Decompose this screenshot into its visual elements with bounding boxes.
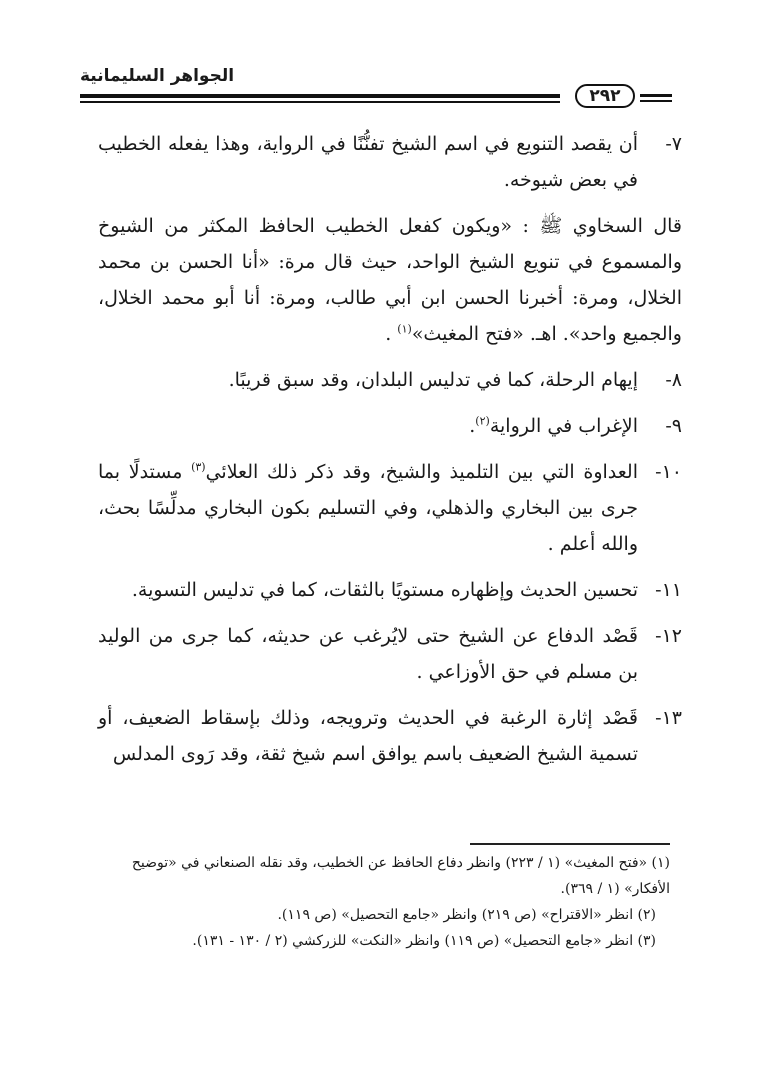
item-number: ١٣-: [655, 707, 682, 729]
footnote-ref-2[interactable]: (٢): [475, 414, 490, 428]
quote-end: .: [385, 323, 398, 345]
footnote-ref-1[interactable]: (١): [397, 322, 412, 336]
list-item-12: [98, 618, 682, 690]
item-number: ٩-: [665, 415, 682, 437]
list-item-9: [98, 408, 682, 444]
page-number: ٢٩٢: [575, 84, 635, 108]
list-item-8: [98, 362, 682, 398]
item-text: أن يقصد التنويع في اسم الشيخ تفنُّنًا في الرواية، وهذا يفعله الخطيب في بعض شيوخه.: [98, 133, 638, 191]
item-text-wrap: [98, 454, 638, 562]
header-rule-right-thick: [640, 94, 672, 97]
item-text: إيهام الرحلة، كما في تدليس البلدان، وقد سبق قريبًا.: [228, 369, 638, 391]
list-item-10: [98, 454, 682, 562]
header-rule-thin: [80, 101, 560, 103]
main-text: [98, 126, 682, 782]
item-number: ١٢-: [655, 625, 682, 647]
running-header-title: الجواهر السليمانية: [80, 66, 235, 86]
sakhawi-quote: [98, 208, 682, 352]
item-number: ١١-: [655, 579, 682, 601]
header-rule-right-thin: [640, 100, 672, 102]
item-text: قَصْد الدفاع عن الشيخ حتى لايُرغب عن حديثه، كما جرى من الوليد بن مسلم في حق الأوزاعي .: [98, 625, 638, 683]
footnote-3: (٣) انظر «جامع التحصيل» (ص ١١٩) وانظر «النكت» للزركشي (٢ / ١٣٠ - ١٣١).: [192, 933, 656, 949]
footnote-1: (١) «فتح المغيث» (١ / ٢٢٣) وانظر دفاع الحافظ عن الخطيب، وقد نقله الصنعاني في «توضيح الأفكار» (١ / ٣٦٩).: [131, 855, 670, 897]
footnote-2: (٢) انظر «الاقتراح» (ص ٢١٩) وانظر «جامع التحصيل» (ص ١١٩).: [277, 907, 656, 923]
quote-text: قال السخاوي ﷺ : «ويكون كفعل الخطيب الحافظ المكثر من الشيوخ والمسموع في تنويع الشيخ الواحد، حيث قال مرة: «أنا الحسن بن محمد الخلال، ومرة: أخبرنا الحسن ابن أبي طالب، ومرة: أنا أبو محمد الخلال، والجميع واحد». اهـ. «فتح المغيث»: [98, 215, 682, 345]
item-text-wrap: [98, 408, 638, 444]
item-number: ٨-: [665, 369, 682, 391]
item-text: العداوة التي بين التلميذ والشيخ، وقد ذكر ذلك العلائي: [205, 461, 638, 483]
header-rule-thick: [80, 94, 560, 98]
footnotes: [98, 850, 670, 954]
item-text: قَصْد إثارة الرغبة في الحديث وترويجه، وذلك بإسقاط الضعيف، أو تسمية الشيخ الضعيف باسم يوافق اسم شيخ ثقة، وقد رَوى المدلس: [98, 707, 638, 765]
item-text: تحسين الحديث وإظهاره مستويًا بالثقات، كما في تدليس التسوية.: [131, 579, 638, 601]
footnote-ref-3[interactable]: (٣): [191, 460, 206, 474]
footnote-separator: [470, 843, 670, 845]
item-text: الإغراب في الرواية: [489, 415, 638, 437]
list-item-7: [98, 126, 682, 198]
item-number: ٧-: [665, 133, 682, 155]
item-number: ١٠-: [655, 461, 682, 483]
list-item-13: [98, 700, 682, 772]
item-text-end: مستدلًا بما جرى بين البخاري والذهلي، وفي التسليم بكون البخاري مدلِّسًا بحث، والله أعلم .: [98, 461, 638, 555]
list-item-11: [98, 572, 682, 608]
item-text-end: .: [469, 415, 476, 437]
